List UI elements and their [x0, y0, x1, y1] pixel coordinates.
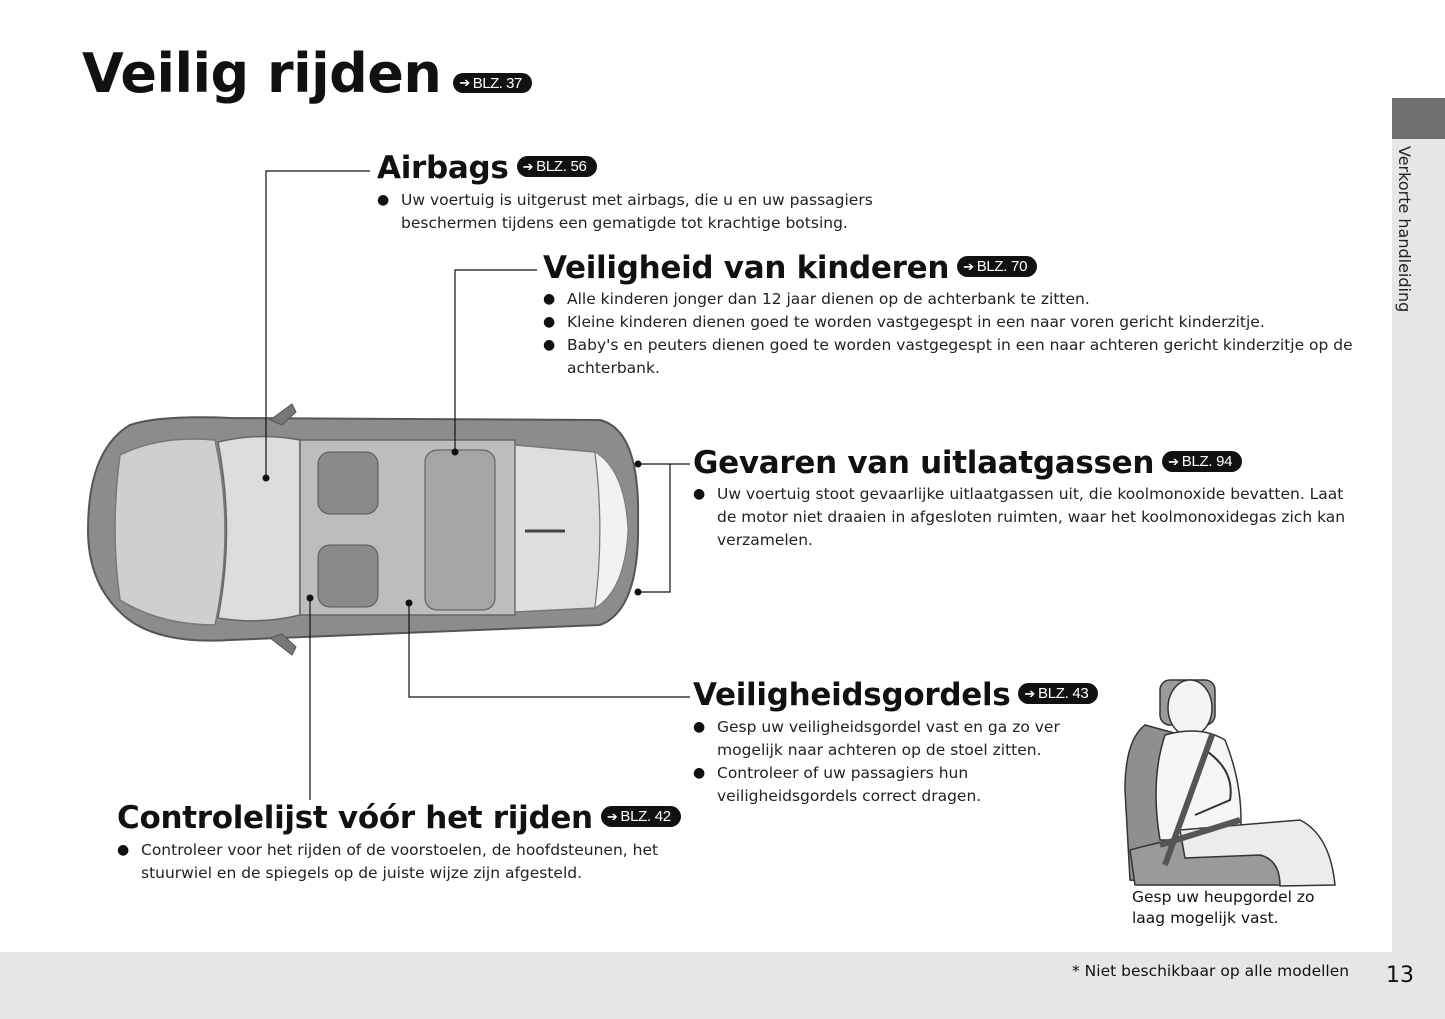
list-item: ● Uw voertuig stoot gevaarlijke uitlaatgassen uit, die koolmonoxide bevatten. Laat de motor niet draaien in afgesloten ruimten, waar het koolmonoxidegas zich kan verzamelen. — [693, 483, 1353, 552]
seat-illustration-caption: Gesp uw heupgordel zo laag mogelijk vast. — [1132, 888, 1315, 927]
checklist-heading: Controlelijst vóór het rijden ➔ BLZ. 42 — [117, 800, 681, 836]
footnote: * Niet beschikbaar op alle modellen — [1072, 962, 1350, 980]
seatbelts-list — [693, 716, 1088, 808]
right-arrow-icon: ➔ — [459, 75, 470, 91]
right-arrow-icon: ➔ — [522, 158, 534, 174]
child-safety-list — [543, 288, 1353, 380]
right-arrow-icon: ➔ — [606, 808, 618, 824]
seated-person-seatbelt-illustration — [1125, 680, 1335, 886]
right-arrow-icon: ➔ — [1024, 685, 1036, 701]
exhaust-heading: Gevaren van uitlaatgassen ➔ BLZ. 94 — [693, 445, 1242, 481]
airbags-ref-badge[interactable]: ➔ BLZ. 56 — [517, 156, 597, 177]
exhaust-ref-badge[interactable]: ➔ BLZ. 94 — [1162, 451, 1242, 472]
list-item: ● Controleer of uw passagiers hun veiligheidsgordels correct dragen. — [693, 762, 1088, 808]
list-item: ● Kleine kinderen dienen goed te worden vastgegespt in een naar voren gericht kinderzitje. — [543, 311, 1353, 334]
checklist-ref-badge[interactable]: ➔ BLZ. 42 — [601, 806, 681, 827]
right-arrow-icon: ➔ — [963, 258, 974, 274]
list-item: ● Controleer voor het rijden of de voorstoelen, de hoofdsteunen, het stuurwiel en de spiegels op de juiste wijze zijn afgesteld. — [117, 839, 692, 885]
list-item: ● Uw voertuig is uitgerust met airbags, die u en uw passagiers beschermen tijdens een gematigde tot krachtige botsing. — [377, 189, 897, 235]
side-tab-label: Verkorte handleiding — [1395, 146, 1414, 313]
page-title-text: Veilig rijden — [82, 42, 442, 105]
list-item: ● Alle kinderen jonger dan 12 jaar dienen op de achterbank te zitten. — [543, 288, 1353, 311]
seatbelts-heading: Veiligheidsgordels ➔ BLZ. 43 — [693, 677, 1098, 713]
exhaust-list — [693, 483, 1353, 552]
list-item: ● Baby's en peuters dienen goed te worden vastgegespt in een naar achteren gericht kinderzitje op de achterbank. — [543, 334, 1353, 380]
car-top-view-illustration — [88, 404, 638, 655]
list-item: ● Gesp uw veiligheidsgordel vast en ga zo ver mogelijk naar achteren op de stoel zitten. — [693, 716, 1088, 762]
airbags-list — [377, 189, 897, 235]
page-number: 13 — [1386, 963, 1414, 988]
right-arrow-icon: ➔ — [1168, 453, 1179, 469]
page-ref-badge[interactable]: ➔ BLZ. 37 — [453, 73, 531, 93]
checklist-list — [117, 839, 692, 885]
child-safety-heading: Veiligheid van kinderen ➔ BLZ. 70 — [543, 250, 1037, 286]
airbags-heading: Airbags ➔ BLZ. 56 — [377, 150, 597, 186]
seatbelts-ref-badge[interactable]: ➔ BLZ. 43 — [1018, 683, 1098, 704]
child-safety-ref-badge[interactable]: ➔ BLZ. 70 — [957, 256, 1037, 277]
